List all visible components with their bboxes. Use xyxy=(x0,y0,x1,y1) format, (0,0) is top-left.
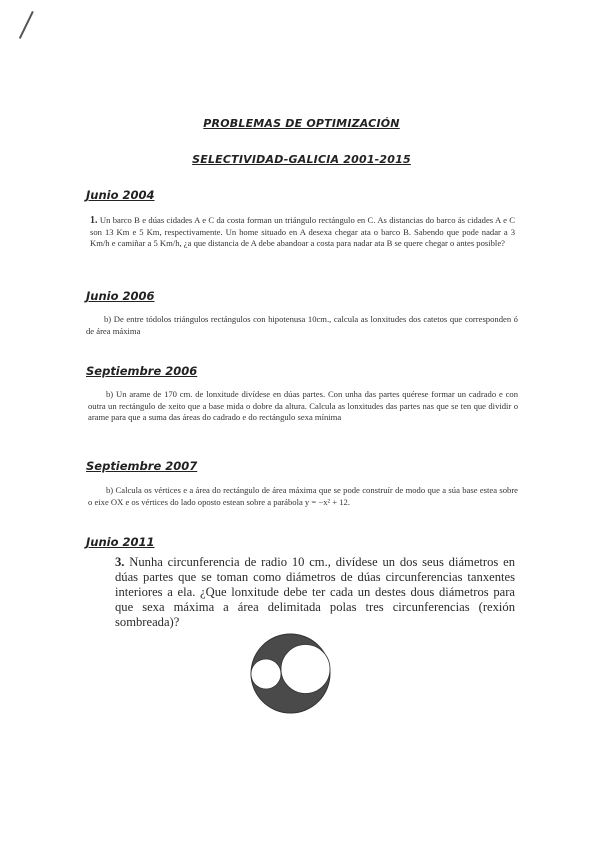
problem-text: Calcula os vértices e a área do rectángulo de área máxima que se pode construír de modo que a súa base estea sobre o eixe OX e os vértices do lado oposto estean sobre a parábola y = −x² + 12. xyxy=(88,485,518,507)
problem-number: b) xyxy=(106,485,114,495)
large-inner-circle xyxy=(281,645,330,694)
problem-number: 3. xyxy=(115,555,125,569)
problem-text: Un arame de 170 cm. de lonxitude divídese en dúas partes. Con unha das partes quérese formar un cadrado e con outra un rectángulo de xeito que a base mida o dobre da altura. Calcula as lonxitudes das partes nas que se ten que dividir o arame para que a suma das áreas do cadrado e do rectángulo sexa mínima xyxy=(88,389,518,423)
problem-number: b) xyxy=(106,389,114,399)
problem-number: b) xyxy=(104,314,112,324)
document-subtitle: SELECTIVIDAD-GALICIA 2001-2015 xyxy=(192,153,411,166)
section-heading-junio-2011: Junio 2011 xyxy=(86,535,155,549)
problem-text: Nunha circunferencia de radio 10 cm., divídese un dos seus diámetros en dúas partes que se toman como diámetros de dúas circunferencias tanxentes interiores a ela. ¿Que lonxitude debe ter cada un destes dous diámetros para que sexa máxima a área delimitada polas tres circunferencias (rexión sombreada)? xyxy=(115,555,515,629)
problem-text: De entre tódolos triángulos rectángulos con hipotenusa 10cm., calcula as lonxitudes dos catetos que corresponden ó de área máxima xyxy=(86,314,518,336)
problem-number: 1. xyxy=(90,215,98,226)
problem-junio-2006 xyxy=(86,314,518,337)
three-circles-figure xyxy=(250,633,331,714)
problem-junio-2004 xyxy=(90,215,515,250)
section-heading-junio-2004: Junio 2004 xyxy=(86,188,155,202)
problem-text: Un barco B e dúas cidades A e C da costa forman un triángulo rectángulo en C. As distancias do barco ás cidades A e C son 13 Km e 5 Km, respectivamente. Un home situado en A desexa chegar ata o barco B. Sabendo que pode nadar a 3 Km/h e camiñar a 5 Km/h, ¿a que distancia de A debe abandoar a costa para nadar ata B se quere chegar o antes posible? xyxy=(90,215,515,249)
section-heading-septiembre-2007: Septiembre 2007 xyxy=(86,459,198,473)
problem-septiembre-2007 xyxy=(88,485,518,508)
section-heading-septiembre-2006: Septiembre 2006 xyxy=(86,364,198,378)
problem-septiembre-2006 xyxy=(88,389,518,424)
small-inner-circle xyxy=(251,659,281,689)
document-title: PROBLEMAS DE OPTIMIZACIÓN xyxy=(203,117,400,130)
section-heading-junio-2006: Junio 2006 xyxy=(86,289,155,303)
problem-junio-2011 xyxy=(115,555,515,630)
pen-mark xyxy=(19,11,34,39)
